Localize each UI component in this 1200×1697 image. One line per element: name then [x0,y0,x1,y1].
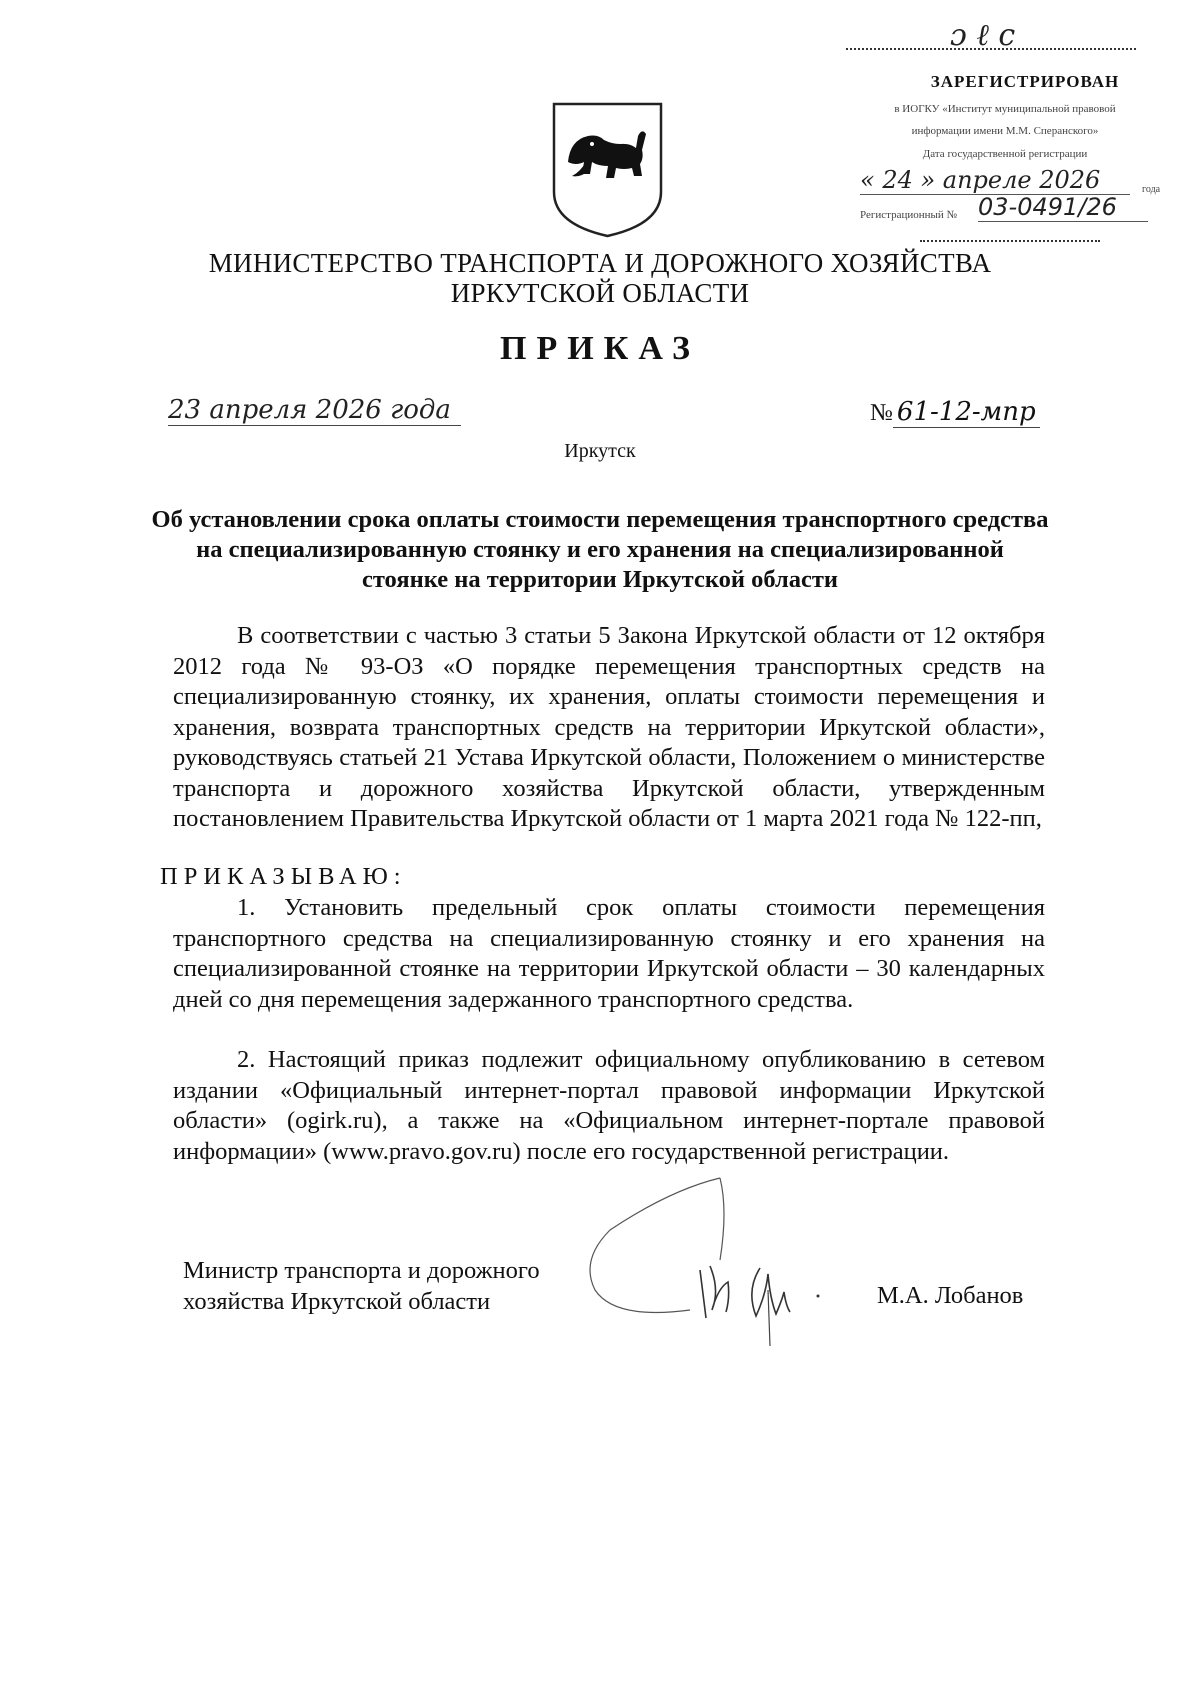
ministry-name-line1: МИНИСТЕРСТВО ТРАНСПОРТА И ДОРОЖНОГО ХОЗЯЙСТВА [208,248,992,278]
order-item-1: 1. Установить предельный срок оплаты стоимости перемещения транспортного средства на специализированную стоянку и его хранения на специализированной стоянке на территории Иркутской области – 30 календарных дней со дня перемещения задержанного транспортного средства. [173,894,1045,1013]
signatory-position [183,1255,540,1317]
order-number-prefix: № [870,400,893,426]
order-item-2: 2. Настоящий приказ подлежит официальному опубликованию в сетевом издании «Официальный интернет-портал правовой информации Иркутской области» (ogirk.ru), а также на «Официальном интернет-портале правовой информации» (www.pravo.gov.ru) после его государственной регистрации. [173,1046,1045,1165]
signatory-position-line1: Министр транспорта и дорожного [183,1257,540,1284]
stamp-reg-label: Регистрационный № [860,209,958,221]
stamp-reg-number: 03-0491/26 [978,193,1148,222]
registration-stamp [830,18,1190,238]
preamble-paragraph: В соответствии с частью 3 статьи 5 Закона Иркутской области от 12 октября 2012 года № 93-ОЗ «О порядке перемещения транспортных средств на специализированную стоянку, их хранения, оплаты стоимости перемещения и хранения, возврата транспортных средств на территории Иркутской области», руководствуясь статьей 21 Устава Иркутской области, Положением о министерстве транспорта и дорожного хозяйства Иркутской области, утвержденным постановлением Правительства Иркутской области от 1 марта 2021 года № 122-пп, [173,622,1045,832]
order-date: 23 апреля 2026 года [168,395,461,426]
stamp-line: информации имени М.М. Сперанского» [911,125,1099,137]
stamp-registration-date: « 24 » апреле 2026 [860,166,1130,195]
order-word: ПРИКАЗЫВАЮ: [160,863,407,890]
document-title: Об установлении срока оплаты стоимости перемещения транспортного средства на специализированную стоянку и его хранения на специализированной стоянке на территории Иркутской области [151,506,1049,593]
stamp-handwritten-mark: ɔ ℓ c [950,18,1016,53]
city: Иркутск [564,440,636,462]
coat-of-arms-icon [550,100,665,240]
document-type: ПРИКАЗ [500,330,700,367]
stamp-title: ЗАРЕГИСТРИРОВАН [930,72,1120,91]
stamp-line: в ИОГКУ «Институт муниципальной правовой [894,103,1116,115]
handwritten-signature [570,1170,840,1350]
order-number-value: 61-12-мпр [893,397,1040,428]
signatory-position-line2: хозяйства Иркутской области [183,1288,491,1315]
stamp-date-suffix: года [1142,184,1161,195]
order-number [870,397,1040,427]
stamp-line: Дата государственной регистрации [922,148,1088,160]
stamp-divider [846,48,1136,50]
ministry-name-line2: ИРКУТСКОЙ ОБЛАСТИ [450,278,750,308]
signatory-name: М.А. Лобанов [877,1282,1024,1309]
stamp-divider [920,240,1100,242]
